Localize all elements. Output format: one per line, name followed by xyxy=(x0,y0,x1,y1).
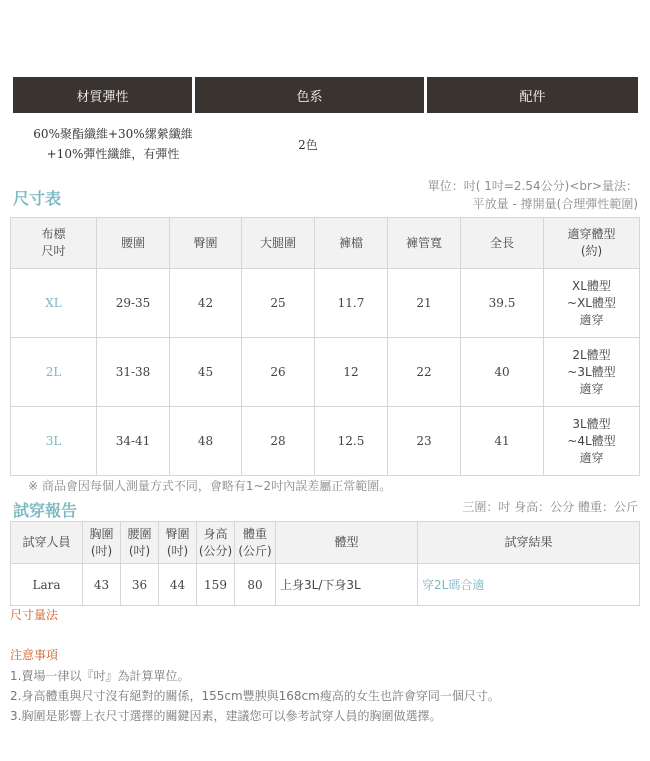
report-bust: 43 xyxy=(83,564,121,606)
header-height-line2: (公分) xyxy=(198,543,233,558)
header-size-label-line2: 尺吋 xyxy=(41,244,66,258)
size-unit-note xyxy=(428,177,638,213)
header-bust-line1: 胸圍 xyxy=(89,526,114,541)
size-unit-note-line1: 單位：吋( 1吋=2.54公分)<br>量法： xyxy=(427,179,638,193)
size-hem: 23 xyxy=(388,407,461,476)
size-thigh: 28 xyxy=(242,407,315,476)
header-hip-line1: 臀圍 xyxy=(165,526,190,541)
report-person: Lara xyxy=(11,564,83,606)
header-waist xyxy=(121,522,159,564)
size-label: 2L xyxy=(11,338,97,407)
header-height-line1: 身高 xyxy=(203,526,228,541)
size-rise: 12.5 xyxy=(315,407,388,476)
header-waist: 腰圍 xyxy=(97,218,170,269)
header-weight xyxy=(235,522,276,564)
header-hip: 臀圍 xyxy=(170,218,242,269)
size-hip: 42 xyxy=(170,269,242,338)
header-fit-line2: (約) xyxy=(580,244,603,258)
spec-body xyxy=(13,122,638,168)
table-row xyxy=(11,407,640,476)
table-row xyxy=(11,338,640,407)
size-fit-line1: 3L體型 xyxy=(572,416,611,431)
report-waist: 36 xyxy=(121,564,159,606)
spec-header-color: 色系 xyxy=(195,77,424,113)
header-bust xyxy=(83,522,121,564)
header-hem: 褲管寬 xyxy=(388,218,461,269)
spec-header xyxy=(13,77,638,113)
header-thigh: 大腿圍 xyxy=(242,218,315,269)
size-hem: 22 xyxy=(388,338,461,407)
size-note: ※ 商品會因每個人測量方式不同，會略有1~2吋內誤差屬正常範圍。 xyxy=(28,479,392,493)
size-rise: 11.7 xyxy=(315,269,388,338)
list-item: 3.胸圍是影響上衣尺寸選擇的關鍵因素，建議您可以參考試穿人員的胸圍做選擇。 xyxy=(10,709,442,723)
header-fit xyxy=(544,218,640,269)
spec-header-material: 材質彈性 xyxy=(13,77,192,113)
report-title: 試穿報告 xyxy=(13,501,78,520)
header-size-label xyxy=(11,218,97,269)
spec-material xyxy=(13,122,213,168)
list-item: 2.身高體重與尺寸沒有絕對的關係，155cm豐腴與168cm瘦高的女生也許會穿同一個尺寸。 xyxy=(10,689,500,703)
size-fit-line1: 2L體型 xyxy=(572,347,611,362)
spec-material-line1: 60%聚酯纖維+30%縲縈纖維 xyxy=(33,127,193,141)
size-table xyxy=(10,217,640,476)
header-bust-line2: (吋) xyxy=(90,543,113,558)
size-fit xyxy=(544,269,640,338)
header-person: 試穿人員 xyxy=(11,522,83,564)
size-fit-line1: XL體型 xyxy=(572,278,611,293)
size-fit xyxy=(544,407,640,476)
size-length: 40 xyxy=(461,338,544,407)
report-height: 159 xyxy=(197,564,235,606)
size-fit-line3: 適穿 xyxy=(579,312,604,327)
size-thigh: 25 xyxy=(242,269,315,338)
size-hem: 21 xyxy=(388,269,461,338)
header-result: 試穿結果 xyxy=(418,522,640,564)
header-waist-line1: 腰圍 xyxy=(127,526,152,541)
size-unit-note-line2: 平放量 - 撐開量(合理彈性範圍) xyxy=(472,197,638,211)
report-weight: 80 xyxy=(235,564,276,606)
notice-title: 注意事項 xyxy=(10,648,59,662)
header-hip xyxy=(159,522,197,564)
size-fit xyxy=(544,338,640,407)
size-waist: 31-38 xyxy=(97,338,170,407)
report-table xyxy=(10,521,640,606)
size-label: 3L xyxy=(11,407,97,476)
size-label: XL xyxy=(11,269,97,338)
header-body: 體型 xyxy=(276,522,418,564)
notice-list xyxy=(10,666,500,726)
header-fit-line1: 適穿體型 xyxy=(567,227,616,241)
header-weight-line1: 體重 xyxy=(242,526,267,541)
table-row xyxy=(11,269,640,338)
report-result: 穿2L碼合適 xyxy=(418,564,640,606)
header-weight-line2: (公斤) xyxy=(238,543,272,558)
size-fit-line2: ~4L體型 xyxy=(567,433,616,448)
size-thigh: 26 xyxy=(242,338,315,407)
header-hip-line2: (吋) xyxy=(166,543,189,558)
size-hip: 45 xyxy=(170,338,242,407)
report-body: 上身3L/下身3L xyxy=(276,564,418,606)
report-hip: 44 xyxy=(159,564,197,606)
table-row xyxy=(11,564,640,606)
size-table-header xyxy=(11,218,640,269)
size-fit-line3: 適穿 xyxy=(579,381,604,396)
header-size-label-line1: 布標 xyxy=(41,227,66,241)
size-fit-line3: 適穿 xyxy=(579,450,604,465)
size-length: 41 xyxy=(461,407,544,476)
spec-color: 2色 xyxy=(298,138,318,152)
spec-header-accessory: 配件 xyxy=(427,77,638,113)
header-length: 全長 xyxy=(461,218,544,269)
size-waist: 34-41 xyxy=(97,407,170,476)
size-rise: 12 xyxy=(315,338,388,407)
size-hip: 48 xyxy=(170,407,242,476)
header-height xyxy=(197,522,235,564)
size-fit-line2: ~3L體型 xyxy=(567,364,616,379)
report-unit-note: 三圍：吋 身高：公分 體重：公斤 xyxy=(462,500,638,514)
list-item: 1.賣場一律以『吋』為計算單位。 xyxy=(10,669,190,683)
header-rise: 褲檔 xyxy=(315,218,388,269)
size-chart-title: 尺寸表 xyxy=(13,189,62,208)
header-waist-line2: (吋) xyxy=(128,543,151,558)
size-length: 39.5 xyxy=(461,269,544,338)
size-waist: 29-35 xyxy=(97,269,170,338)
spec-material-line2: +10%彈性纖維，有彈性 xyxy=(46,147,180,161)
measure-method-link[interactable]: 尺寸量法 xyxy=(10,608,59,622)
size-fit-line2: ~XL體型 xyxy=(567,295,616,310)
report-table-header xyxy=(11,522,640,564)
